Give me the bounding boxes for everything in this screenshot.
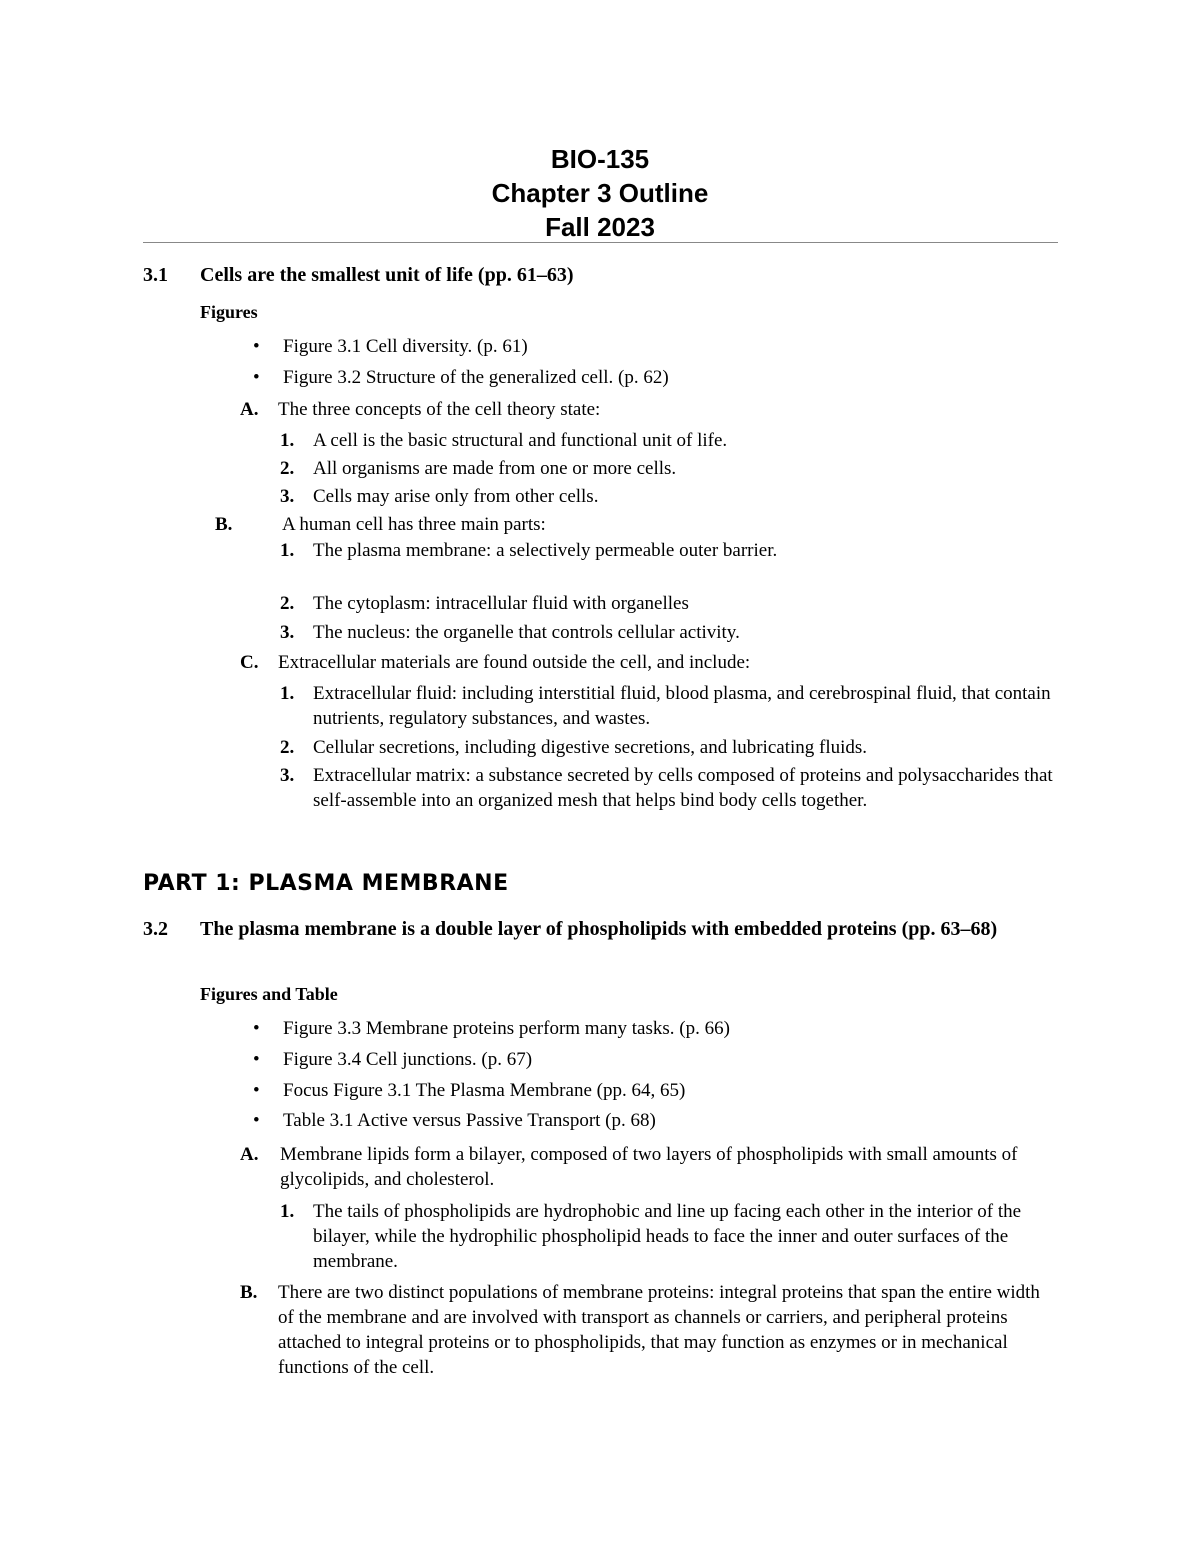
figures-label: Figures bbox=[200, 302, 258, 322]
section-title: The plasma membrane is a double layer of phospholipids with embedded proteins (pp. 63–68) bbox=[200, 918, 998, 940]
document-page: BIO-135 Chapter 3 Outline Fall 2023 3.1 Cells are the smallest unit of life (pp. 61–63) Figures • Figure 3.1 Cell diversity. (p. 61) • Figure 3.2 Structure of the generalized cell. (p. 62) A. The three concepts of the cell theory state: 1. A cell is the basic structural and functional unit of life. 2. All organisms are made from one or more cells. 3. Cells may arise only from other cells. B. A human cell has three main parts: 1. The plasma membrane: a selectively permeable outer barrier. 2. The cytoplasm: intracellular fluid with organelles 3. The nucleus: the organelle that controls cellular activity. C. Extracellular materials are found outside the cell, and include: 1. Extracellular fluid: including interstitial fluid, blood plasma, and cerebrospinal fluid, that contain nutrients, regulatory substances, and wastes. 2. Cellular secretions, including digestive secretions, and lubricating fluids. 3. Extracellular matrix: a substance secreted by cells composed of proteins and polysaccharides that self-assemble into an organized mesh that helps bind body cells together. PART 1: PLASMA MEMBRANE 3.2 The plasma membrane is a double layer of phospholipids with embedded proteins (pp. 63–68) Figures and Table • Figure 3.3 Membrane proteins perform many tasks. (p. 66) • Figure 3.4 Cell junctions. (p. 67) • Focus Figure 3.1 The Plasma Membrane (pp. 64, 65) • Table 3.1 Active versus Passive Transport (p. 68) A. Membrane lipids form a bilayer, composed of two layers of phospholipids with small amounts of glycolipids, and cholesterol. 1. The tails of phospholipids are hydrophobic and line up facing each other in the interior of the bilayer, while the hydrophilic phospholipid heads to face the inner and outer surfaces of the membrane. B. There are two distinct populations of membrane proteins: integral proteins that span the entire width of the membrane and are involved with transport as channels or carriers, and peripheral proteins attached to integral proteins or to phospholipids, that may function as enzymes or in mechanical functions of the cell. bbox=[0, 0, 1200, 1553]
bullet-icon: • bbox=[253, 367, 260, 388]
bullet-icon: • bbox=[253, 1049, 260, 1070]
course-code: BIO-135 bbox=[550, 144, 650, 174]
header-divider bbox=[143, 242, 1058, 243]
bullet-icon: • bbox=[253, 1018, 260, 1039]
chapter-title: Chapter 3 Outline bbox=[491, 178, 709, 208]
term: Fall 2023 bbox=[545, 212, 655, 242]
section-number: 3.2 bbox=[143, 918, 168, 940]
bullet-icon: • bbox=[253, 1080, 260, 1101]
document-header bbox=[0, 142, 1200, 244]
section-number: 3.1 bbox=[143, 264, 168, 286]
part-heading: PART 1: PLASMA MEMBRANE bbox=[143, 871, 509, 896]
bullet-icon: • bbox=[253, 336, 260, 357]
bullet-icon: • bbox=[253, 1110, 260, 1131]
section-title: Cells are the smallest unit of life (pp. 61–63) bbox=[200, 264, 574, 286]
figures-and-table-label: Figures and Table bbox=[200, 984, 338, 1004]
